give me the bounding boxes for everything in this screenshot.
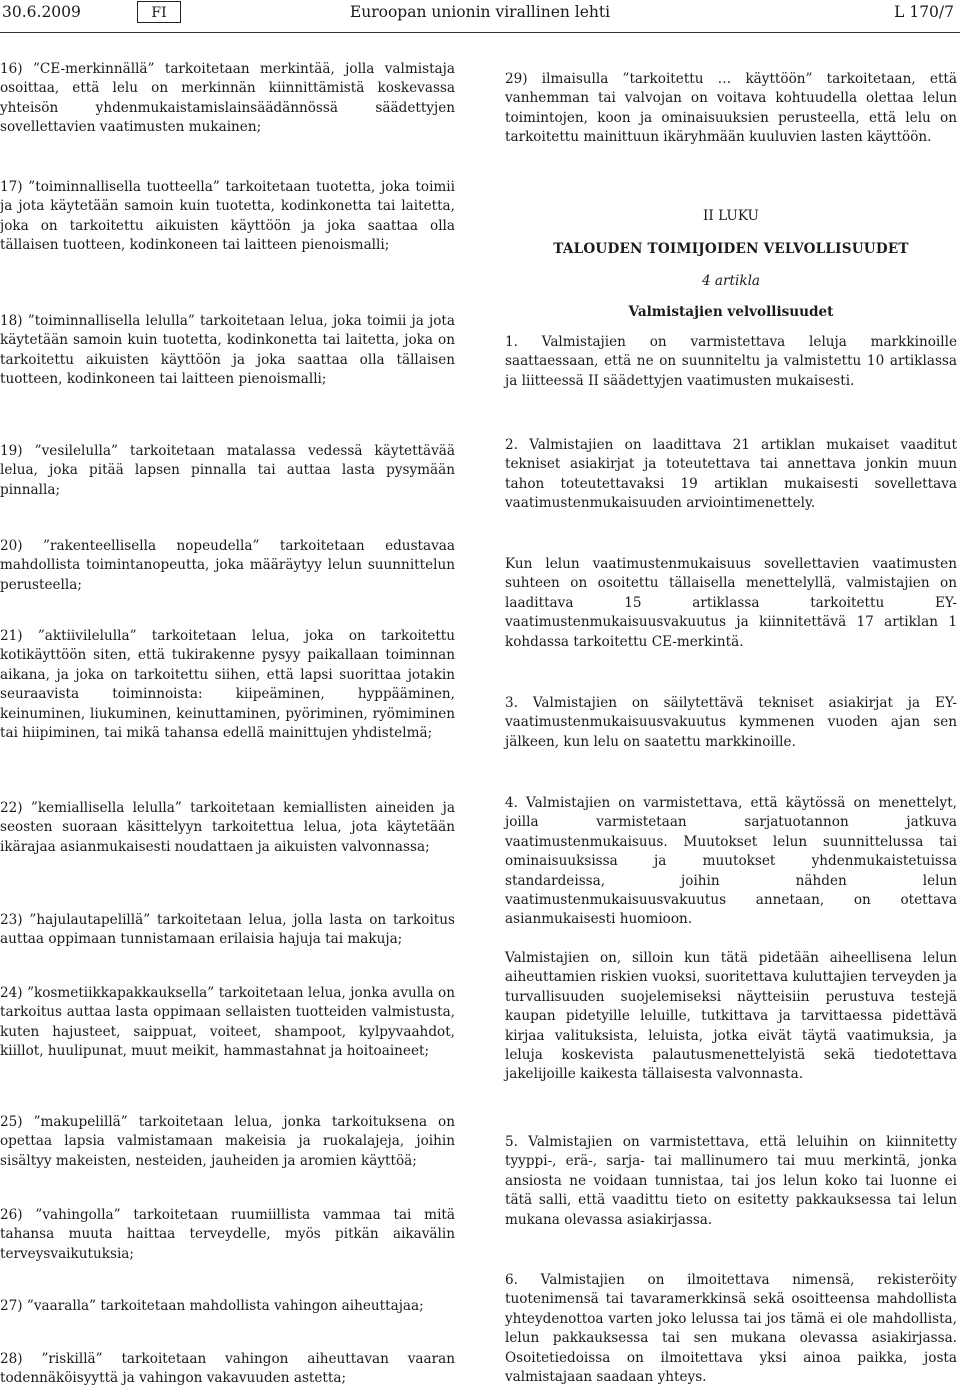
definition-item: 19) ”vesilelulla” tarkoitetaan matalassa vedessä käytettävää lelua, joka pitää lapsen pinnalla tai auttaa lasta pysymään pinnalla; <box>0 443 455 498</box>
article-paragraph: 3. Valmistajien on säilytettävä tekniset asiakirjat ja EY-vaatimustenmukaisuusvakuutus kymmenen vuoden ajan sen jälkeen, kun lelu on saatettu markkinoille. <box>505 695 957 750</box>
article-paragraph: 6. Valmistajien on ilmoitettava nimensä, rekisteröity tuotenimensä tai tavaramerkkinsä sekä osoitteensa mahdollista yhteydenottoa varten joko lelussa tai jos tämä ei ole mahdollista, lelun pakkauksessa tai sen mukana olevassa asiakirjassa. Osoitetiedoissa on ilmoitettava yksi ainoa paikka, josta valmistajaan saadaan yhteys. <box>505 1272 957 1386</box>
definition-item: 29) ilmaisulla ”tarkoitettu … käyttöön” tarkoitetaan, että vanhemman tai valvojan on voitava kohtuudella olettaa lelun toimintojen, koon ja ominaisuuksien perusteella, että lelu on tarkoitettu mainittuun ikäryhmään kuuluvien lasten käyttöön. <box>505 71 957 146</box>
article-paragraph: 4. Valmistajien on varmistettava, että käytössä on menettelyt, joilla varmistetaan sarjatuotannon jatkuva vaatimustenmukaisuus. Muutokset lelun suunnittelussa tai ominaisuuksissa ja muutokset yhdenmukaistetuissa standardeissa, joihin nähden lelun vaatimustenmukaisuusvakuutus annetaan, on otettava asianmukaisesti huomioon. <box>505 795 957 928</box>
language-badge: FI <box>137 1 181 23</box>
definition-item: 20) ”rakenteellisella nopeudella” tarkoitetaan edustavaa mahdollista toimintanopeutta, joka määräytyy lelun suunnittelun perusteella; <box>0 538 455 593</box>
article-title: Valmistajien velvollisuudet <box>628 304 834 320</box>
definition-item: 22) ”kemiallisella lelulla” tarkoitetaan kemiallisten aineiden ja seosten suoraan käsittelyyn tarkoitettua lelua, jota käytetään ikärajaa asianmukaisesti noudattaen ja aikuisten valvonnassa; <box>0 800 455 855</box>
article-paragraph: Valmistajien on, silloin kun tätä pidetään aiheellisena lelun aiheuttamien riskien vuoksi, suoritettava kuluttajien terveyden ja turvallisuuden suojelemiseksi näytteisiin perustuva testejä kaupan pidetyille leluille, tutkittava ja tarvittaessa pidettävä kirjaa valituksista, leluista, jotka eivät täytä vaatimuksia, ja leluja koskevista palautusmenettelyistä sekä tiedotettava jakelijoille kaikesta tällaisesta valvonnasta. <box>505 950 957 1083</box>
definition-item: 25) ”makupelillä” tarkoitetaan lelua, jonka tarkoituksena on opettaa lapsia valmistamaan makeisia ja ruokalajeja, joihin sisältyy makeisten, nesteiden, jauheiden ja aromien käyttöä; <box>0 1114 455 1169</box>
definition-item: 21) ”aktiivilelulla” tarkoitetaan lelua, joka on tarkoitettu kotikäyttöön siten, että tukirakenne pysyy paikallaan toiminnan aikana, ja joka on tarkoitettu siihen, että lapsi suorittaa jotakin seuraavista toiminnoista: kiipeäminen, hyppääminen, keinuminen, liukuminen, keinuttaminen, pyöriminen, ryömiminen tai hiipiminen, tai mikä tahansa edellä mainittujen yhdistelmä; <box>0 628 455 742</box>
page-header <box>0 0 960 34</box>
publication-date: 30.6.2009 <box>2 3 81 21</box>
definition-item: 24) ”kosmetiikkapakkauksella” tarkoitetaan lelua, jonka avulla on tarkoitus auttaa lasta oppimaan sellaisten tuotteiden valmistusta, kuten hajusteet, saippuat, voiteet, shampoot, kylpyvaahdot, kiillot, huulipunat, muut meikit, hammastahnat ja hoitoaineet; <box>0 985 455 1060</box>
chapter-number: II LUKU <box>703 208 759 224</box>
definition-item: 26) ”vahingolla” tarkoitetaan ruumiillista vammaa tai mitä tahansa muuta haittaa terveydelle, myös pitkän aikavälin terveysvaikutuksia; <box>0 1207 455 1262</box>
definition-item: 17) ”toiminnallisella tuotteella” tarkoitetaan tuotetta, joka toimii ja jota käytetään samoin kuin tuotetta, kodinkonetta tai laitetta, joka on tarkoitettu aikuisten käyttöön ja joka saattaa olla tällaisen tuotteen, kodinkoneen tai laitteen pienoismalli; <box>0 179 455 254</box>
definition-item: 27) ”vaaralla” tarkoitetaan mahdollista vahingon aiheuttajaa; <box>0 1298 424 1314</box>
definition-item: 23) ”hajulautapelillä” tarkoitetaan lelua, jolla lasta on tarkoitus auttaa oppimaan tunnistamaan erilaisia hajuja tai makuja; <box>0 912 455 948</box>
page-number: L 170/7 <box>894 3 954 21</box>
definition-item: 28) ”riskillä” tarkoitetaan vahingon aiheuttavan vaaran todennäköisyyttä ja vahingon vakavuuden astetta; <box>0 1351 455 1387</box>
definition-item: 16) ”CE-merkinnällä” tarkoitetaan merkintää, jolla valmistaja osoittaa, että lelu on merkinnän kiinnittämistä koskevassa yhteisön yhdenmukaistamislainsäädännössä säädettyjen sovellettavien vaatimusten mukainen; <box>0 61 455 136</box>
journal-title: Euroopan unionin virallinen lehti <box>349 3 611 21</box>
chapter-title: TALOUDEN TOIMIJOIDEN VELVOLLISUUDET <box>553 241 909 257</box>
article-paragraph: 5. Valmistajien on varmistettava, että leluihin on kiinnitetty tyyppi-, erä-, sarja- tai mallinumero tai muu merkintä, jonka ansiosta ne voidaan tunnistaa, tai jos lelun koko tai luonne ei tätä salli, että vaadittu tieto on esitetty pakkauksessa tai lelun mukana olevassa asiakirjassa. <box>505 1134 957 1228</box>
article-paragraph: 1. Valmistajien on varmistettava leluja markkinoille saattaessaan, että ne on suunniteltu ja valmistettu 10 artiklassa ja liitteessä II säädettyjen vaatimusten mukaisesti. <box>505 334 957 389</box>
article-paragraph: Kun lelun vaatimustenmukaisuus sovellettavien vaatimusten suhteen on osoitettu tällaisella menettelyllä, valmistajien on laadittava 15 artiklassa tarkoitettu EY-vaatimustenmukaisuusvakuutus ja kiinnitettävä 17 artiklan 1 kohdassa tarkoitettu CE-merkintä. <box>505 556 957 650</box>
header-divider <box>0 32 960 33</box>
article-number: 4 artikla <box>701 273 761 289</box>
article-paragraph: 2. Valmistajien on laadittava 21 artiklan mukaiset vaaditut tekniset asiakirjat ja toteutettava tai annettava jonkin muun tahon toteutettavaksi 19 artiklan mukaisesti sovellettava vaatimustenmukaisuuden arviointimenettely. <box>505 437 957 512</box>
definition-item: 18) ”toiminnallisella lelulla” tarkoitetaan lelua, joka toimii ja jota käytetään samoin kuin tuotetta, kodinkonetta tai laitetta, joka on tarkoitettu aikuisten käyttöön ja joka saattaa olla tällaisen tuotteen, kodinkoneen tai laitteen pienoismalli; <box>0 313 455 388</box>
